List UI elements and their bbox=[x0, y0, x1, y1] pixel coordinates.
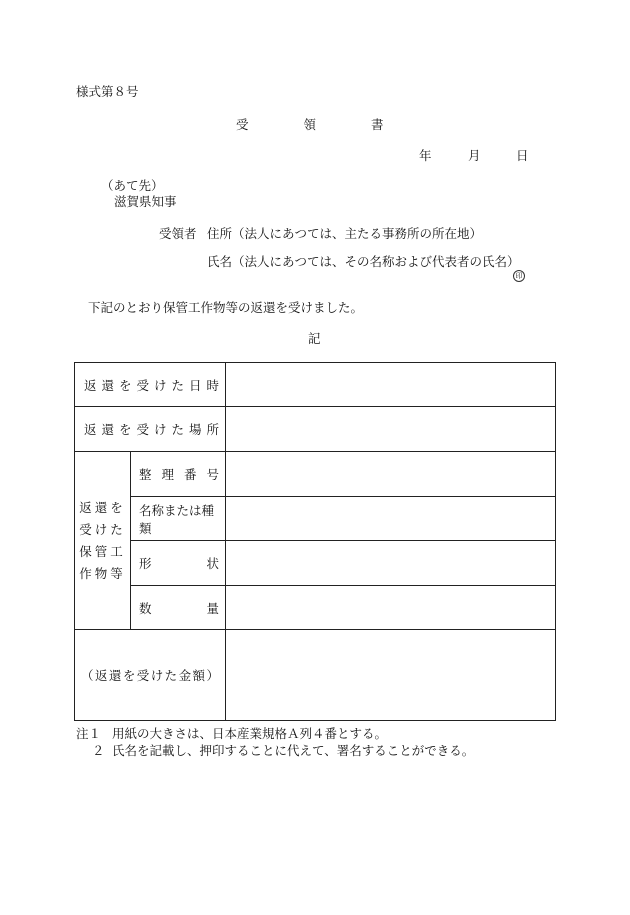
recipient-role: 受領者 bbox=[159, 226, 197, 241]
form-number: 様式第８号 bbox=[76, 84, 139, 99]
field-return-datetime[interactable] bbox=[226, 363, 556, 407]
label-name-or-type: 名称または種類 bbox=[131, 497, 226, 541]
group-line: 保管工 bbox=[79, 543, 126, 559]
table-row bbox=[75, 586, 556, 630]
recipient-address-label: 住所（法人にあつては、主たる事務所の所在地） bbox=[207, 226, 483, 241]
return-form-table bbox=[74, 362, 556, 721]
table-row bbox=[75, 497, 556, 541]
label-returned-items-group bbox=[75, 452, 131, 630]
ki-heading: 記 bbox=[308, 331, 321, 346]
label-reference-number: 整理番号 bbox=[131, 452, 226, 497]
date-day: 日 bbox=[516, 148, 529, 163]
label-shape: 形状 bbox=[131, 541, 226, 586]
body-text: 下記のとおり保管工作物等の返還を受けました。 bbox=[88, 300, 364, 315]
date-year: 年 bbox=[419, 148, 432, 163]
table-row bbox=[75, 541, 556, 586]
label-quantity: 数量 bbox=[131, 586, 226, 630]
addressee-name: 滋賀県知事 bbox=[114, 194, 177, 209]
label-return-amount: （返還を受けた金額） bbox=[75, 630, 226, 721]
seal-mark: 印 bbox=[513, 270, 525, 282]
table-row bbox=[75, 630, 556, 721]
label-return-place: 返還を受けた場所 bbox=[75, 407, 226, 452]
note-1-prefix: 注１ bbox=[76, 726, 102, 741]
note-2-prefix: ２ bbox=[92, 743, 105, 758]
recipient-name-label: 氏名（法人にあつては、その名称および代表者の氏名） bbox=[207, 254, 520, 269]
note-1: 用紙の大きさは、日本産業規格Ａ列４番とする。 bbox=[112, 726, 388, 741]
field-return-amount[interactable] bbox=[226, 630, 556, 721]
note-2: 氏名を記載し、押印することに代えて、署名することができる。 bbox=[112, 743, 475, 758]
field-reference-number[interactable] bbox=[226, 452, 556, 497]
date-month: 月 bbox=[468, 148, 481, 163]
label-return-datetime: 返還を受けた日時 bbox=[75, 363, 226, 407]
field-name-or-type[interactable] bbox=[226, 497, 556, 541]
table-row bbox=[75, 407, 556, 452]
group-line: 返還を bbox=[79, 499, 126, 515]
addressee-label: （あて先） bbox=[101, 178, 164, 193]
field-shape[interactable] bbox=[226, 541, 556, 586]
table-row bbox=[75, 452, 556, 497]
group-line: 作物等 bbox=[79, 565, 126, 581]
field-return-place[interactable] bbox=[226, 407, 556, 452]
field-quantity[interactable] bbox=[226, 586, 556, 630]
group-line: 受けた bbox=[79, 521, 126, 537]
table-row bbox=[75, 363, 556, 407]
document-title: 受 領 書 bbox=[236, 117, 394, 132]
